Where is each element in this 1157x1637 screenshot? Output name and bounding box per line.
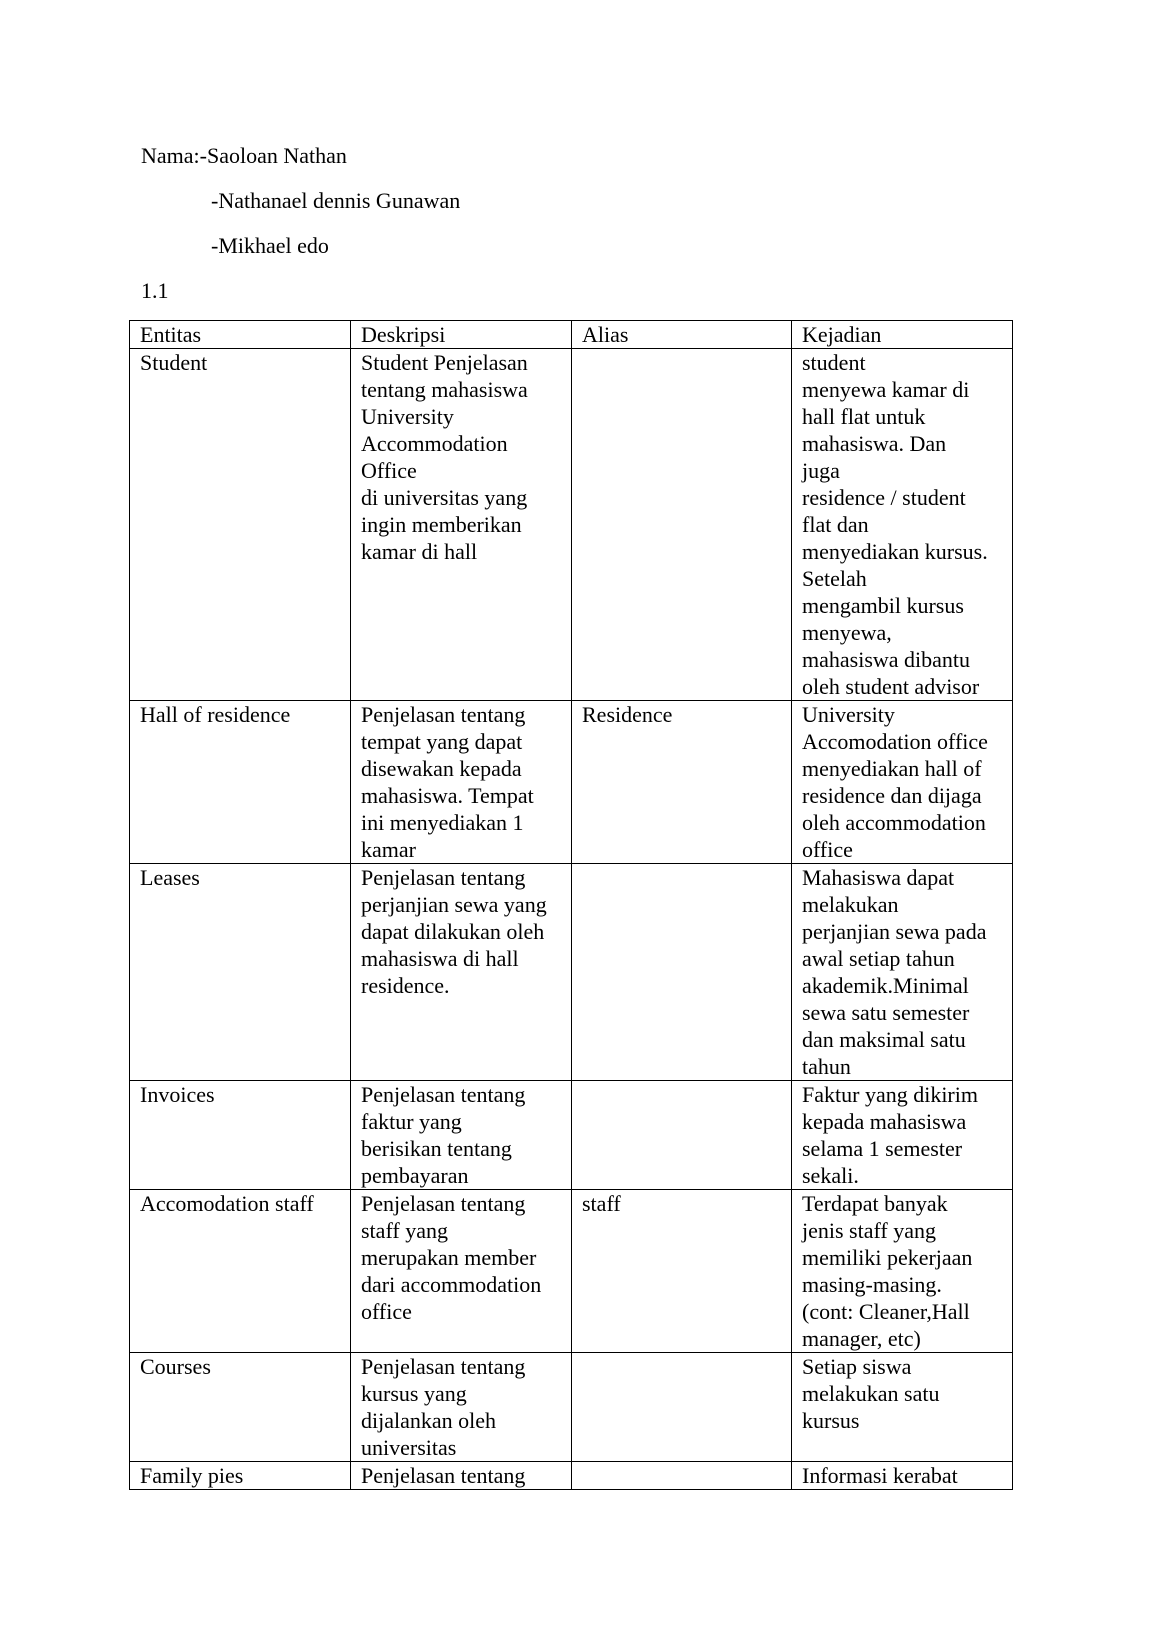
table-row xyxy=(130,701,1013,864)
member-name: -Mikhael edo xyxy=(211,233,329,258)
entitas-cell: Hall of residence xyxy=(130,701,351,864)
deskripsi-cell: Penjelasan tentang faktur yang berisikan tentang pembayaran xyxy=(351,1081,572,1190)
deskripsi-cell: Penjelasan tentang tempat yang dapat disewakan kepada mahasiswa. Tempat ini menyediakan 1 kamar xyxy=(351,701,572,864)
kejadian-cell: student menyewa kamar di hall flat untuk mahasiswa. Dan juga residence / student flat dan menyediakan kursus. Setelah mengambil kursus menyewa, mahasiswa dibantu oleh student advisor xyxy=(792,349,1013,701)
table-row xyxy=(130,349,1013,701)
entitas-cell: Family pies xyxy=(130,1462,351,1490)
alias-cell xyxy=(572,349,792,701)
entitas-cell: Leases xyxy=(130,864,351,1081)
alias-cell xyxy=(572,1081,792,1190)
alias-cell xyxy=(572,864,792,1081)
table-row xyxy=(130,864,1013,1081)
column-header-kejadian: Kejadian xyxy=(792,321,1013,349)
kejadian-cell: Mahasiswa dapat melakukan perjanjian sewa pada awal setiap tahun akademik.Minimal sewa satu semester dan maksimal satu tahun xyxy=(792,864,1013,1081)
kejadian-cell: Faktur yang dikirim kepada mahasiswa selama 1 semester sekali. xyxy=(792,1081,1013,1190)
entitas-cell: Courses xyxy=(130,1353,351,1462)
table-header-row xyxy=(130,321,1013,349)
entity-table xyxy=(129,320,1013,1490)
column-header-alias: Alias xyxy=(572,321,792,349)
table-row xyxy=(130,1462,1013,1490)
entitas-cell: Student xyxy=(130,349,351,701)
entitas-cell: Accomodation staff xyxy=(130,1190,351,1353)
member-name: -Nathanael dennis Gunawan xyxy=(211,188,461,213)
deskripsi-cell: Penjelasan tentang kursus yang dijalankan oleh universitas xyxy=(351,1353,572,1462)
deskripsi-cell: Student Penjelasan tentang mahasiswa University Accommodation Office di universitas yang ingin memberikan kamar di hall xyxy=(351,349,572,701)
table-row xyxy=(130,1190,1013,1353)
alias-cell xyxy=(572,1353,792,1462)
table-row xyxy=(130,1081,1013,1190)
entitas-cell: Invoices xyxy=(130,1081,351,1190)
table-row xyxy=(130,1353,1013,1462)
kejadian-cell: Setiap siswa melakukan satu kursus xyxy=(792,1353,1013,1462)
alias-cell xyxy=(572,1462,792,1490)
column-header-entitas: Entitas xyxy=(130,321,351,349)
kejadian-cell: Informasi kerabat xyxy=(792,1462,1013,1490)
name-line: Nama:-Saoloan Nathan xyxy=(141,143,347,168)
alias-cell: Residence xyxy=(572,701,792,864)
kejadian-cell: University Accomodation office menyediakan hall of residence dan dijaga oleh accommodation office xyxy=(792,701,1013,864)
column-header-deskripsi: Deskripsi xyxy=(351,321,572,349)
section-number: 1.1 xyxy=(141,278,169,303)
deskripsi-cell: Penjelasan tentang staff yang merupakan member dari accommodation office xyxy=(351,1190,572,1353)
deskripsi-cell: Penjelasan tentang perjanjian sewa yang dapat dilakukan oleh mahasiswa di hall residence. xyxy=(351,864,572,1081)
alias-cell: staff xyxy=(572,1190,792,1353)
kejadian-cell: Terdapat banyak jenis staff yang memiliki pekerjaan masing-masing. (cont: Cleaner,Hall manager, etc) xyxy=(792,1190,1013,1353)
deskripsi-cell: Penjelasan tentang xyxy=(351,1462,572,1490)
